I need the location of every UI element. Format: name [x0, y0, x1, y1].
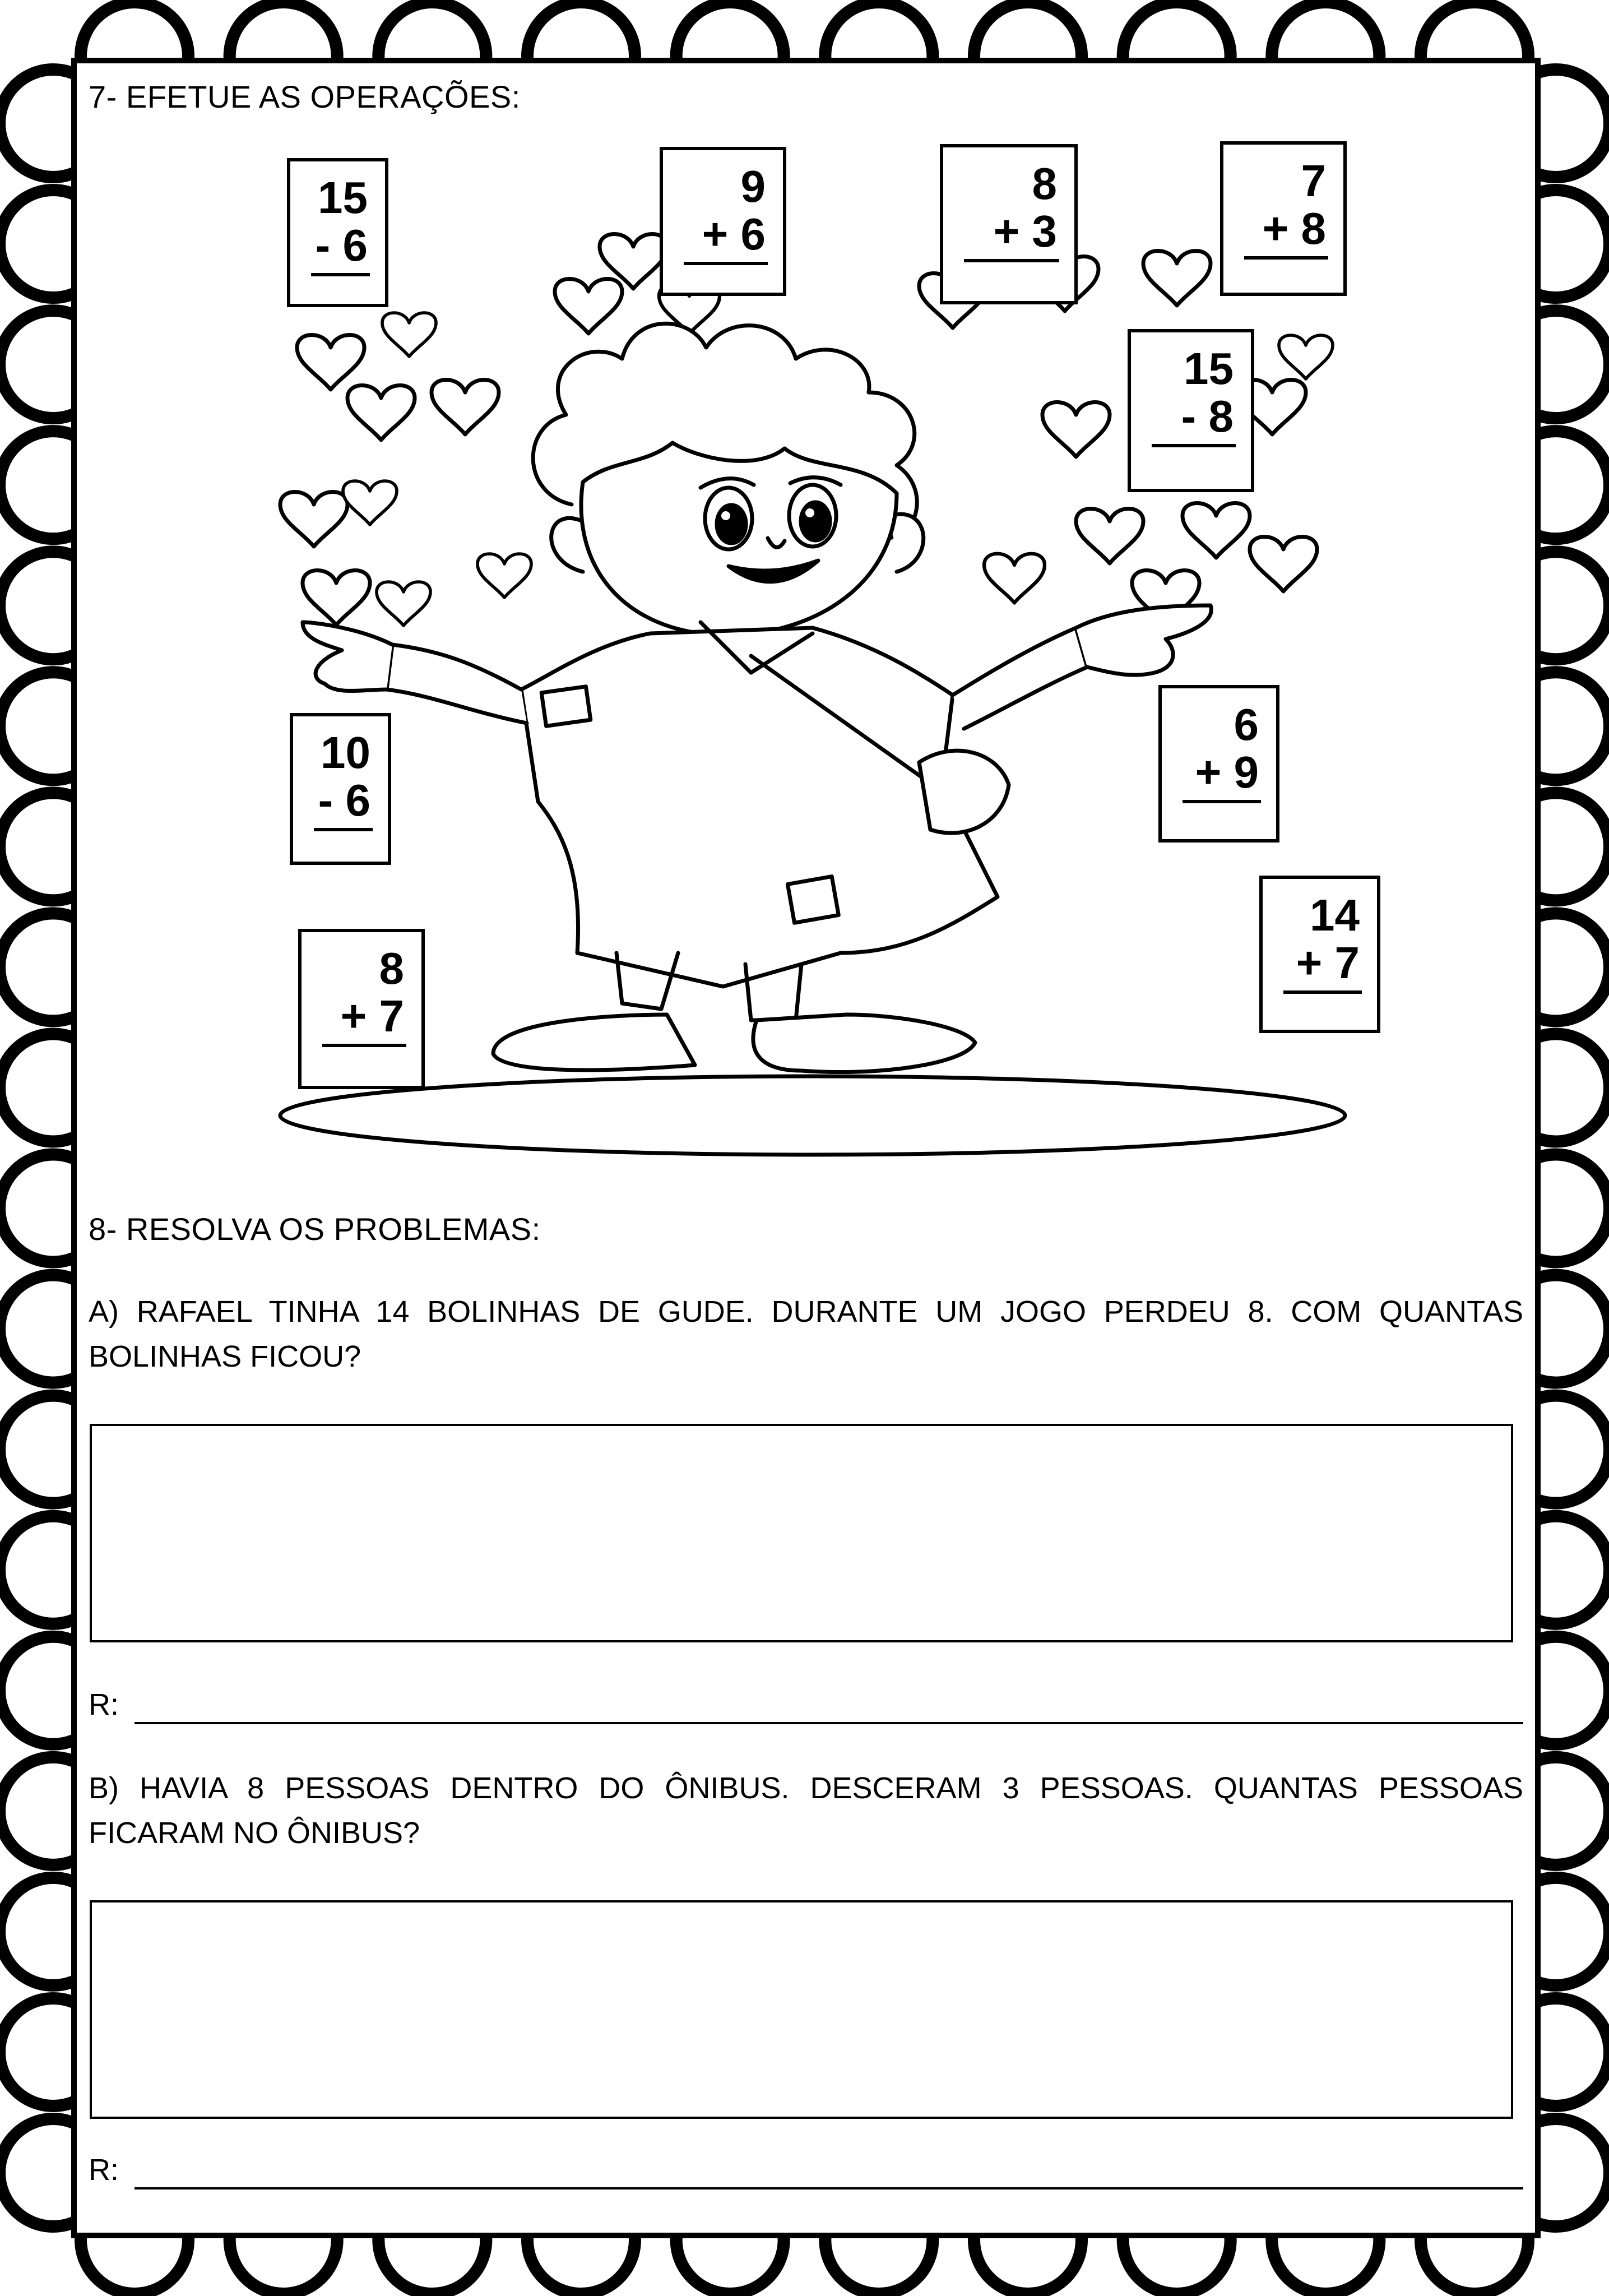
operation-bottom-number: + 7: [340, 991, 404, 1041]
operation-top-number: 15: [1184, 344, 1234, 394]
operation-top-number: 8: [379, 943, 404, 993]
answer-label: R:: [89, 1688, 119, 1721]
operation-bottom-number: + 8: [1262, 203, 1326, 253]
operation-top-number: 15: [318, 173, 368, 223]
problem-b-answer-line[interactable]: [89, 2152, 1523, 2192]
operation-top-number: 8: [1032, 159, 1057, 209]
operation-bottom-number: + 3: [993, 206, 1057, 256]
worksheet-content: [76, 63, 1533, 2233]
section-7-heading: 7- EFETUE AS OPERAÇÕES:: [89, 79, 521, 114]
operation-top-number: 10: [321, 728, 370, 777]
problem-a-answer-line[interactable]: [89, 1687, 1523, 1726]
problem-a-work-box[interactable]: [90, 1424, 1513, 1642]
operation-bottom-number: + 7: [1296, 938, 1360, 988]
operation-bottom-number: + 9: [1195, 747, 1259, 797]
operation-top-number: 14: [1310, 890, 1360, 940]
operation-top-number: 6: [1234, 700, 1259, 749]
problem-b-work-box[interactable]: [90, 1900, 1513, 2119]
operation-bottom-number: + 6: [702, 209, 766, 259]
problem-a-text: A) RAFAEL TINHA 14 BOLINHAS DE GUDE. DURANTE UM JOGO PERDEU 8. COM QUANTAS BOLINHAS FICOU?: [89, 1295, 1523, 1373]
operation-top-number: 9: [740, 161, 766, 211]
answer-label: R:: [89, 2153, 119, 2187]
operation-bottom-number: - 6: [315, 220, 368, 270]
section-8-heading: 8- RESOLVA OS PROBLEMAS:: [89, 1211, 541, 1247]
operation-top-number: 7: [1301, 156, 1326, 206]
operation-bottom-number: - 8: [1181, 391, 1234, 441]
problem-b-text: B) HAVIA 8 PESSOAS DENTRO DO ÔNIBUS. DESCERAM 3 PESSOAS. QUANTAS PESSOAS FICARAM NO ÔNIBUS?: [89, 1771, 1523, 1850]
answer-underline: [135, 1722, 1523, 1724]
operation-bottom-number: - 6: [318, 775, 370, 825]
answer-underline: [135, 2187, 1523, 2189]
